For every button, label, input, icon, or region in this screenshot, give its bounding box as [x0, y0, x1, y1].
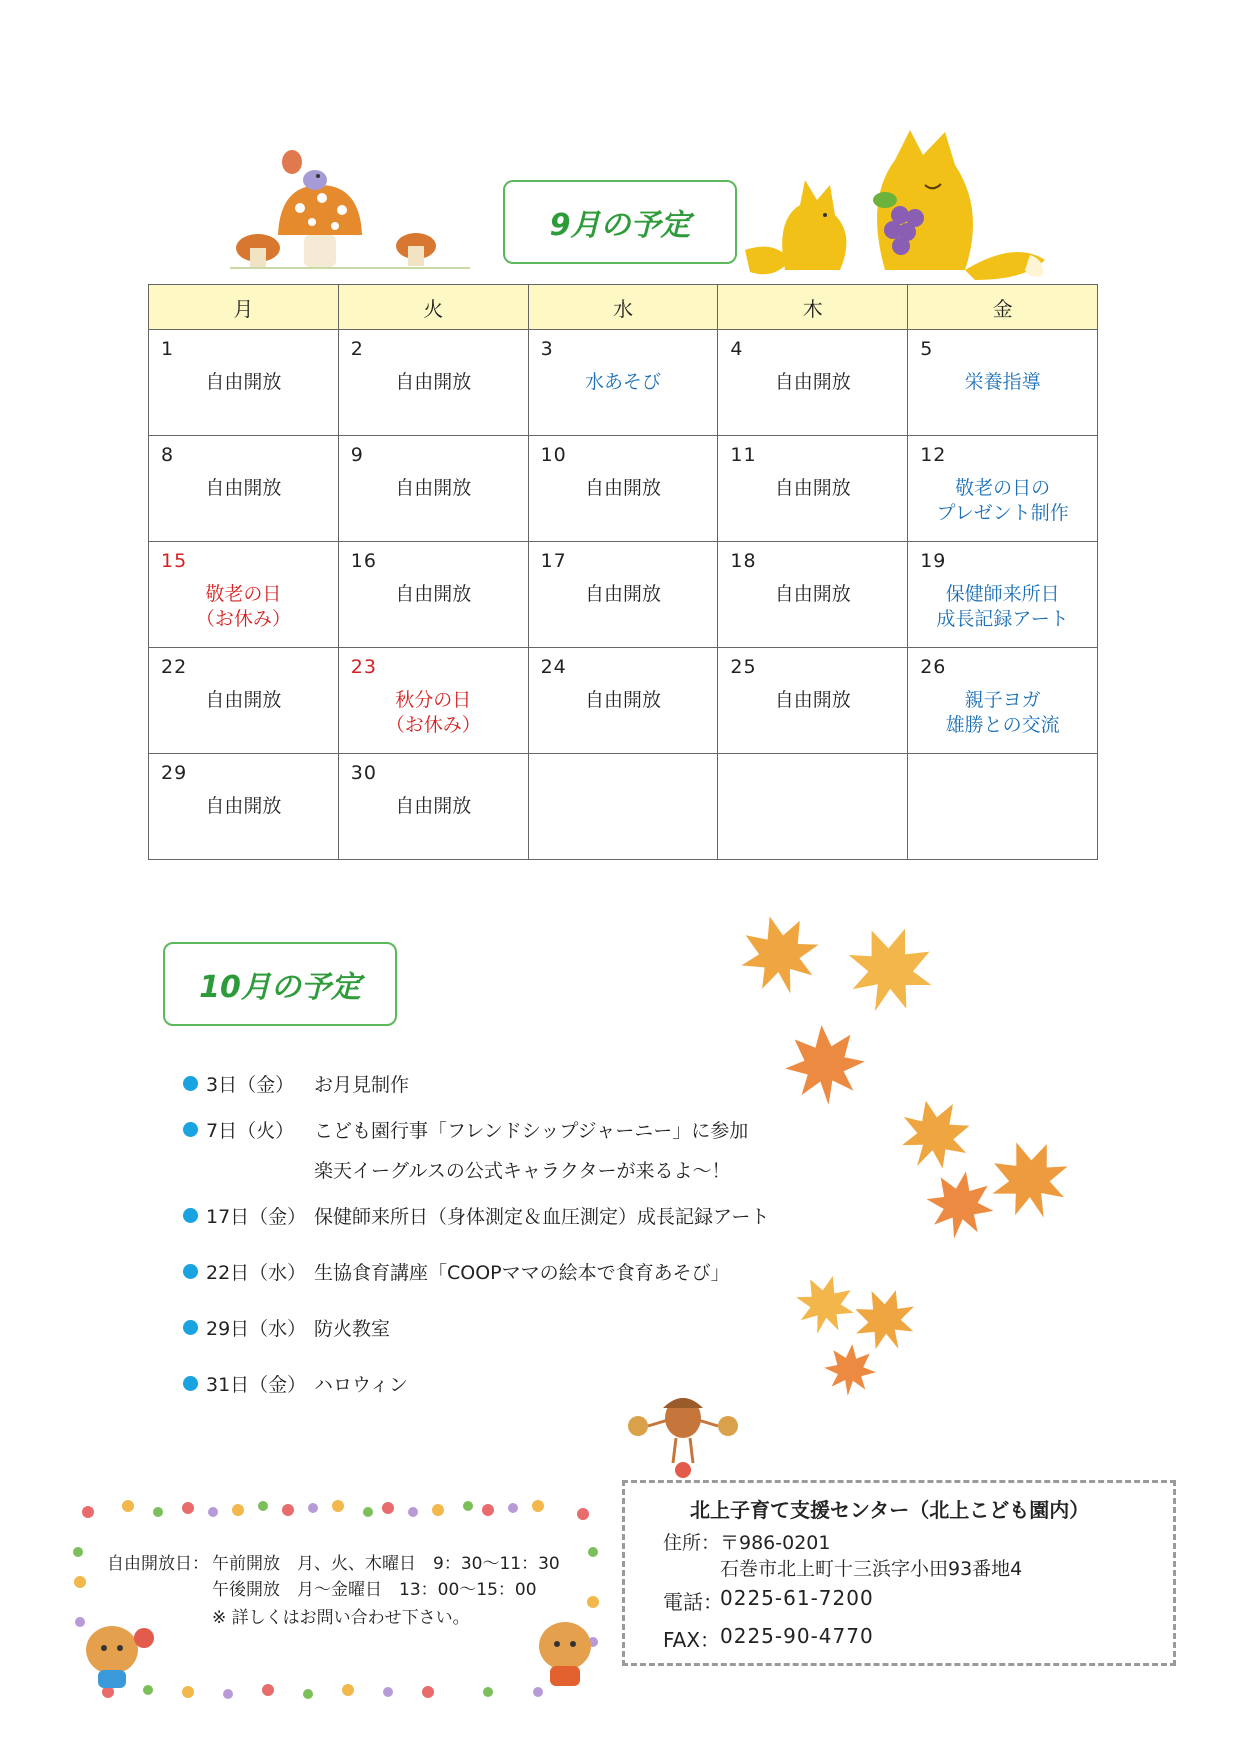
event-text: 楽天イーグルスの公式キャラクターが来るよ～！: [314, 1160, 731, 1182]
acorn-character-icon: [618, 1378, 748, 1478]
day-event: 自由開放: [395, 795, 472, 817]
postal-code: 〒986-0201: [720, 1532, 831, 1554]
day-number: 2: [350, 338, 364, 360]
day-number: 24: [540, 656, 567, 678]
calendar-day-cell: [908, 330, 1098, 436]
address-label: 住所：: [663, 1532, 721, 1554]
event-text: ハロウィン: [314, 1374, 408, 1396]
day-number: 9: [350, 444, 364, 466]
calendar-week-row: [149, 436, 1098, 542]
day-number: 1: [161, 338, 175, 360]
day-event: 自由開放: [584, 689, 661, 711]
calendar-day-cell: [338, 330, 528, 436]
list-item: [183, 1370, 408, 1397]
calendar-day-cell: [718, 648, 908, 754]
calendar-day-cell: [718, 754, 908, 860]
day-number: 12: [920, 444, 947, 466]
weekday-header: 木: [718, 285, 908, 330]
day-event: 水あそび: [584, 371, 661, 393]
weekday-header: 火: [338, 285, 528, 330]
list-item-continuation: [314, 1156, 730, 1183]
day-number: 4: [730, 338, 744, 360]
day-event: 自由開放: [395, 477, 472, 499]
calendar-week-row: [149, 648, 1098, 754]
calendar-day-cell: [338, 542, 528, 648]
hours-label: 自由開放日：: [107, 1554, 209, 1574]
weekday-header: 月: [149, 285, 339, 330]
list-item: [183, 1070, 409, 1097]
squirrel-icon: [72, 1610, 162, 1690]
day-event: 自由開放: [774, 689, 851, 711]
calendar-day-cell: [338, 436, 528, 542]
day-event: 自由開放: [774, 583, 851, 605]
day-event: 自由開放: [205, 795, 282, 817]
fax-label: FAX：: [663, 1628, 721, 1652]
hours-afternoon: 午後開放 月～金曜日 13：00～15：00: [212, 1580, 537, 1600]
september-title: 9月の予定: [503, 180, 737, 264]
day-number: 16: [350, 550, 377, 572]
day-number: 29: [161, 762, 188, 784]
calendar-day-cell: [149, 542, 339, 648]
event-text: お月見制作: [314, 1074, 410, 1096]
day-number: 10: [540, 444, 567, 466]
day-event: 自由開放: [395, 583, 472, 605]
calendar-week-row: [149, 542, 1098, 648]
day-event: 秋分の日 （お休み）: [385, 689, 481, 736]
day-number: 26: [920, 656, 947, 678]
center-name: 北上子育て支援センター（北上こども園内）: [690, 1498, 1090, 1522]
day-number: 18: [730, 550, 757, 572]
calendar-week-row: [149, 754, 1098, 860]
day-number: 22: [161, 656, 188, 678]
day-number: 30: [350, 762, 377, 784]
calendar-day-cell: [908, 436, 1098, 542]
calendar-day-cell: [718, 436, 908, 542]
mushroom-with-bird-icon: [230, 140, 470, 280]
day-number: 11: [730, 444, 757, 466]
address: 石巻市北上町十三浜字小田93番地4: [720, 1558, 1023, 1580]
calendar-day-cell: [338, 754, 528, 860]
event-text: 生協食育講座「COOPママの絵本で食育あそび」: [314, 1262, 730, 1284]
list-item: [183, 1258, 730, 1285]
event-date: 17日（金）: [206, 1206, 307, 1228]
day-number: 25: [730, 656, 757, 678]
day-number: 15: [161, 550, 188, 572]
day-event: 自由開放: [774, 371, 851, 393]
calendar-day-cell: [908, 648, 1098, 754]
calendar-day-cell: [149, 754, 339, 860]
day-number: 5: [920, 338, 934, 360]
calendar-day-cell: [908, 542, 1098, 648]
calendar-day-cell: [718, 330, 908, 436]
day-event: 自由開放: [774, 477, 851, 499]
october-title: 10月の予定: [163, 942, 397, 1026]
maple-leaves-icon: [730, 900, 1110, 1400]
calendar-day-cell: [908, 754, 1098, 860]
calendar-day-cell: [528, 436, 718, 542]
bullet-icon: [183, 1376, 198, 1391]
foxes-with-grapes-icon: [745, 120, 1055, 290]
day-number: 8: [161, 444, 175, 466]
day-event: 自由開放: [584, 477, 661, 499]
calendar-day-cell: [528, 754, 718, 860]
day-number: 17: [540, 550, 567, 572]
squirrel-icon: [520, 1606, 610, 1692]
list-item: [183, 1202, 769, 1229]
event-date: 3日（金）: [206, 1074, 295, 1096]
bullet-icon: [183, 1320, 198, 1335]
calendar-day-cell: [528, 648, 718, 754]
day-event: 親子ヨガ 雄勝との交流: [945, 689, 1060, 736]
day-event: 栄養指導: [964, 371, 1041, 393]
day-event: 自由開放: [205, 371, 282, 393]
september-calendar: [148, 284, 1098, 860]
event-date: 7日（火）: [206, 1120, 295, 1142]
weekday-header: 金: [908, 285, 1098, 330]
event-date: 31日（金）: [206, 1374, 307, 1396]
day-event: 敬老の日 （お休み）: [195, 583, 291, 630]
bullet-icon: [183, 1076, 198, 1091]
event-text: 防火教室: [314, 1318, 391, 1340]
calendar-day-cell: [149, 648, 339, 754]
day-event: 自由開放: [395, 371, 472, 393]
bullet-icon: [183, 1122, 198, 1137]
hours-morning: 午前開放 月、火、木曜日 9：30～11：30: [212, 1554, 560, 1574]
day-number: 3: [540, 338, 554, 360]
list-item: [183, 1116, 748, 1143]
calendar-day-cell: [338, 648, 528, 754]
fax-number: 0225-90-4770: [720, 1624, 874, 1648]
day-event: 自由開放: [584, 583, 661, 605]
day-number: 23: [350, 656, 377, 678]
day-number: 19: [920, 550, 947, 572]
calendar-day-cell: [718, 542, 908, 648]
calendar-day-cell: [528, 542, 718, 648]
calendar-day-cell: [528, 330, 718, 436]
day-event: 敬老の日の プレゼント制作: [936, 477, 1069, 524]
day-event: 自由開放: [205, 477, 282, 499]
day-event: 自由開放: [205, 689, 282, 711]
event-date: 29日（水）: [206, 1318, 307, 1340]
hours-note: ※ 詳しくはお問い合わせ下さい。: [212, 1608, 470, 1628]
event-text: こども園行事「フレンドシップジャーニー」に参加: [314, 1120, 749, 1142]
phone-label: 電話：: [663, 1590, 723, 1614]
bullet-icon: [183, 1208, 198, 1223]
list-item: [183, 1314, 390, 1341]
event-date: 22日（水）: [206, 1262, 307, 1284]
phone-number: 0225-61-7200: [720, 1586, 874, 1610]
weekday-header-row: [149, 285, 1098, 330]
day-event: 保健師来所日 成長記録アート: [936, 583, 1069, 630]
calendar-day-cell: [149, 436, 339, 542]
bullet-icon: [183, 1264, 198, 1279]
weekday-header: 水: [528, 285, 718, 330]
calendar-week-row: [149, 330, 1098, 436]
calendar-day-cell: [149, 330, 339, 436]
event-text: 保健師来所日（身体測定＆血圧測定）成長記録アート: [314, 1206, 770, 1228]
